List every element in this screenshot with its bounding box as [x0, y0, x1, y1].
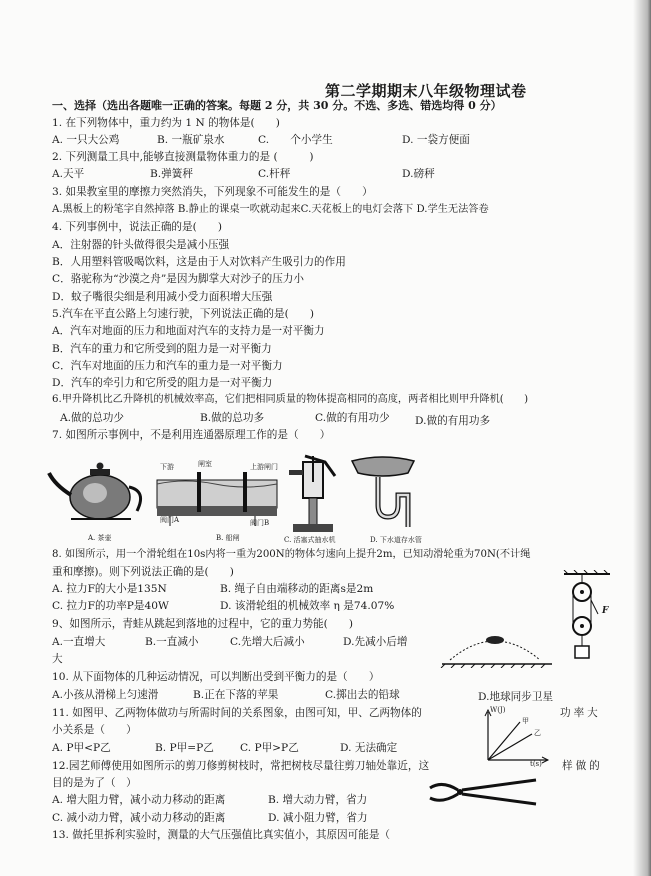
q5-option-a: A．汽车对地面的压力和地面对汽车的支持力是一对平衡力 [52, 325, 325, 337]
q3-stem: 3. 如果教室里的摩擦力突然消失，下列现象不可能发生的是（ ） [52, 186, 373, 198]
q3-options: A.黑板上的粉笔字自然掉落 B.静止的课桌一吹就动起来C.天花板上的电灯会落下 D.学生无法答卷 [52, 204, 489, 215]
q4-option-a: A．注射器的针头做得很尖是减小压强 [52, 239, 230, 251]
q13-stem: 13. 做托里拆利实验时，测量的大气压强值比真实值小，其原因可能是（ [52, 829, 391, 841]
q12-option-c: C. 减小动力臂，减小动力移动的距离 [52, 812, 226, 824]
q12-stem-line-2: 目的是为了（ ） [52, 777, 137, 789]
q8-option-d: D. 该滑轮组的机械效率 η 是74.07% [220, 600, 395, 612]
pruning-shears-figure [428, 776, 540, 808]
q12-option-d: D. 减小阻力臂，省力 [268, 812, 368, 824]
q2-option-a: A.天平 [52, 168, 85, 180]
q5-option-b: B．汽车的重力和它所受到的阻力是一对平衡力 [52, 343, 272, 355]
q11-option-c: C. P甲>P乙 [240, 742, 299, 754]
q7-caption-b: B. 船闸 [216, 534, 240, 542]
ship-lock-label-downstream: 下游 [160, 463, 174, 471]
q9-option-c: C.先增大后减小 [230, 636, 305, 648]
q12-option-a: A. 增大阻力臂，减小动力移动的距离 [52, 794, 226, 806]
q9-option-b: B.一直减小 [145, 636, 199, 648]
page-edge-shadow [633, 0, 651, 876]
q9-option-a: A.一直增大 [52, 636, 106, 648]
q10-option-b: B.正在下落的苹果 [193, 689, 279, 701]
q9-option-d: D.先减小后增 [343, 636, 408, 648]
q2-option-c: C.杆秤 [258, 168, 291, 180]
q6-option-d: D.做的有用功多 [415, 415, 491, 427]
q10-option-d: D.地球同步卫星 [478, 691, 554, 703]
q9-option-d-cont: 大 [52, 653, 63, 665]
piston-pump-figure [283, 452, 345, 534]
q1-option-c: C. 个小学生 [258, 134, 333, 146]
q5-stem: 5.汽车在平直公路上匀速行驶，下列说法正确的是( ) [52, 308, 315, 320]
q4-stem: 4. 下列事例中，说法正确的是( ) [52, 221, 223, 233]
q12-stem-line-1-end: 样做的 [562, 760, 603, 772]
q8-stem-line-2: 重和摩擦)。则下列说法正确的是( ) [52, 566, 234, 578]
q7-caption-a: A. 茶壶 [88, 534, 112, 542]
q4-option-d: D．蚊子嘴很尖细是利用减小受力面积增大压强 [52, 291, 273, 303]
q11-stem-line-2: 小关系是（ ） [52, 724, 137, 736]
q6-option-a: A.做的总功少 [60, 412, 124, 424]
pulley-system-figure [560, 570, 615, 665]
drain-trap-figure [348, 455, 418, 533]
graph-line-jia-label: 甲 [522, 717, 529, 725]
q11-stem-line-1: 11. 如图甲、乙两物体做功与所需时间的关系图象，由图可知，甲、乙两物体的 [52, 707, 422, 719]
q11-option-b: B. P甲=P乙 [155, 742, 214, 754]
work-time-graph [480, 706, 552, 766]
q2-option-b: B.弹簧秤 [150, 168, 193, 180]
q12-stem-line-1: 12.园艺师傅使用如图所示的剪刀修剪树枝时，常把树枝尽量往剪刀轴处靠近，这 [52, 760, 430, 772]
q11-option-d: D. 无法确定 [340, 742, 398, 754]
q11-option-a: A. P甲<P乙 [52, 742, 111, 754]
q8-option-c: C. 拉力F的功率P是40W [52, 600, 169, 612]
q2-stem: 2. 下列测量工具中,能够直接测量物体重力的是 ( ) [52, 151, 314, 163]
q4-option-b: B．人用塑料管吸喝饮料，这是由于人对饮料产生吸引力的作用 [52, 256, 346, 268]
q9-stem: 9、如图所示，青蛙从跳起到落地的过程中，它的重力势能( ) [52, 618, 354, 630]
q1-option-d: D. 一袋方便面 [402, 134, 470, 146]
graph-x-axis-label: t(s) [530, 760, 542, 768]
ship-lock-label-valve-b: 阀门B [250, 519, 270, 527]
q7-stem: 7. 如图所示事例中，不是利用连通器原理工作的是（ ） [52, 429, 331, 441]
ship-lock-label-chamber: 闸室 [198, 460, 212, 468]
q8-stem-line-1: 8. 如图所示，用一个滑轮组在10s内将一重为200N的物体匀速向上提升2m，已知动滑轮重为70N(不计绳 [52, 549, 531, 560]
q10-option-a: A.小孩从滑梯上匀速滑 [52, 689, 159, 701]
q2-option-d: D.磅秤 [402, 168, 435, 180]
q10-option-c: C.掷出去的铅球 [325, 689, 400, 701]
q4-option-c: C．骆驼称为“沙漠之舟”是因为脚掌大对沙子的压力小 [52, 273, 304, 285]
frog-jump-figure [440, 628, 555, 668]
graph-y-axis-label: W(J) [490, 706, 506, 714]
q6-stem: 6.甲升降机比乙升降机的机械效率高，它们把相同质量的物体提高相同的高度，两者相比则甲升降机( ) [52, 394, 529, 405]
q1-stem: 1. 在下列物体中，重力约为 1 N 的物体是( ) [52, 117, 280, 129]
section-1-heading: 一、选择（选出各题唯一正确的答案。每题 2 分，共 30 分。不选、多选、错选均得 0 分） [52, 99, 502, 112]
q11-stem-line-1-end: 功率大 [560, 707, 601, 719]
q6-option-c: C.做的有用功少 [315, 412, 390, 424]
teapot-figure [45, 455, 150, 530]
q6-option-b: B.做的总功多 [200, 412, 265, 424]
q8-option-b: B. 绳子自由端移动的距离s是2m [220, 583, 374, 595]
q7-caption-d: D. 下水道存水管 [370, 536, 422, 544]
q1-option-b: B. 一瓶矿泉水 [157, 134, 225, 146]
q8-option-a: A. 拉力F的大小是135N [52, 583, 167, 595]
pulley-force-label: F [602, 606, 609, 616]
exam-title: 第二学期期末八年级物理试卷 [325, 82, 527, 100]
q5-option-c: C．汽车对地面的压力和汽车的重力是一对平衡力 [52, 360, 283, 372]
graph-line-yi-label: 乙 [534, 729, 541, 737]
ship-lock-label-upstream: 上游闸门 [250, 463, 278, 471]
q10-stem: 10. 从下面物体的几种运动情况，可以判断出受到平衡力的是（ ） [52, 671, 380, 683]
ship-lock-label-valve-a: 阀门A [160, 516, 180, 524]
q7-caption-c: C. 活塞式抽水机 [284, 536, 336, 544]
q5-option-d: D．汽车的牵引力和它所受的阻力是一对平衡力 [52, 377, 273, 389]
q12-option-b: B. 增大动力臂，省力 [268, 794, 368, 806]
q1-option-a: A. 一只大公鸡 [52, 134, 120, 146]
